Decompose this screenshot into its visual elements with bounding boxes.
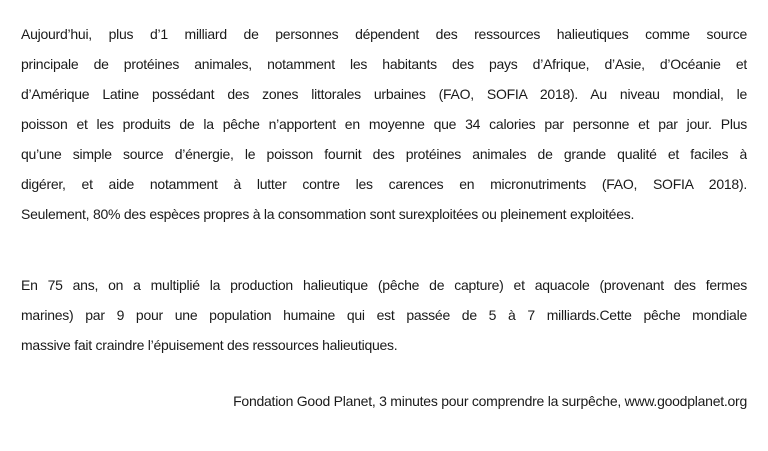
- text-line: Aujourd’hui, plus d’1 milliard de personnes dépendent des ressources halieutiques comme source: [21, 26, 747, 42]
- text-line: Seulement, 80% des espèces propres à la consommation sont surexploitées ou pleinement exploitées.: [21, 206, 635, 222]
- text-line: qu’une simple source d’énergie, le poisson fournit des protéines animales de grande qualité et faciles à: [21, 146, 747, 162]
- attribution-line: Fondation Good Planet, 3 minutes pour comprendre la surpêche, www.goodplanet.org: [233, 393, 747, 409]
- paragraph-production-growth: [21, 270, 747, 360]
- text-line: poisson et les produits de la pêche n’apportent en moyenne que 34 calories par personne et par jour. Plus: [21, 116, 747, 132]
- text-line: digérer, et aide notamment à lutter contre les carences en micronutriments (FAO, SOFIA 2018).: [21, 176, 747, 192]
- text-line: marines) par 9 pour une population humaine qui est passée de 5 à 7 milliards.Cette pêche mondiale: [21, 307, 747, 323]
- text-line: En 75 ans, on a multiplié la production halieutique (pêche de capture) et aquacole (provenant des fermes: [21, 277, 747, 293]
- text-line: massive fait craindre l’épuisement des ressources halieutiques.: [21, 337, 398, 353]
- text-line: principale de protéines animales, notamment les habitants des pays d’Afrique, d’Asie, d’Océanie et: [21, 56, 747, 72]
- text-line: d’Amérique Latine possédant des zones littorales urbaines (FAO, SOFIA 2018). Au niveau mondial, le: [21, 86, 747, 102]
- paragraph-fisheries-protein: [21, 19, 747, 229]
